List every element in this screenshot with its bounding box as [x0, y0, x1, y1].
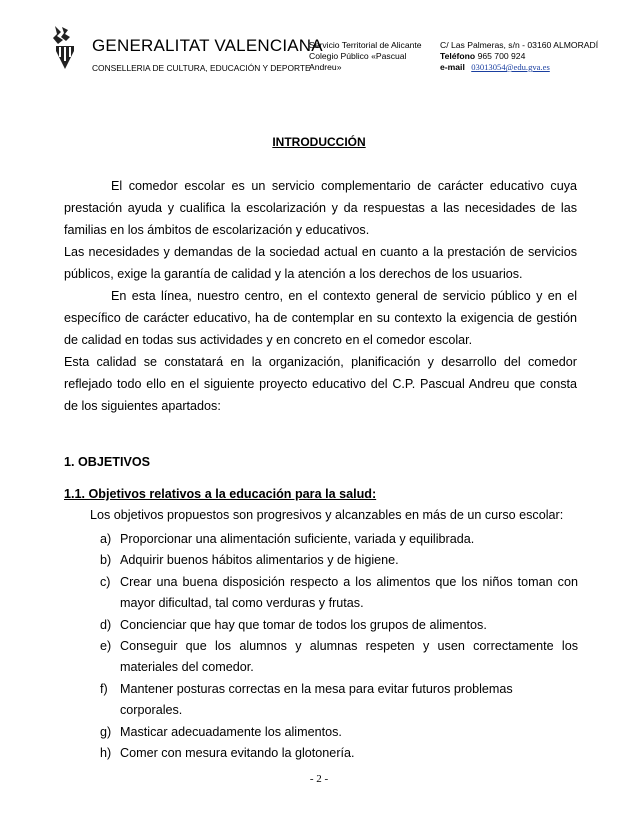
intro-line: de calidad en todas sus actividades y en concreto en el comedor escolar. — [64, 333, 473, 347]
email-link[interactable]: 03013054@edu.gva.es — [471, 62, 550, 72]
list-text: Concienciar que hay que tomar de todos los grupos de alimentos. — [120, 617, 487, 632]
list-text: Crear una buena disposición respecto a los alimentos que los niños toman con — [120, 574, 578, 589]
list-marker: h) — [100, 746, 112, 761]
list-text: Comer con mesura evitando la glotonería. — [120, 746, 355, 761]
intro-line: específico de carácter educativo, ha de contemplar en su contexto la exigencia de gestión — [64, 311, 577, 325]
list-text-continuation: mayor dificultad, tal como verduras y frutas. — [120, 596, 364, 611]
list-text: Mantener posturas correctas en la mesa para evitar futuros problemas corporales. — [120, 681, 513, 718]
org-subtitle: CONSELLERIA DE CULTURA, EDUCACIÓN Y DEPORTE — [92, 63, 311, 73]
service-info — [309, 40, 429, 73]
intro-line: El comedor escolar es un servicio complementario de carácter educativo cuya — [111, 179, 577, 193]
intro-line: familias en los ámbitos de escolarización y educativos. — [64, 223, 370, 237]
phone-value: 965 700 924 — [477, 51, 526, 61]
contact-info — [440, 40, 598, 73]
list-marker: e) — [100, 639, 112, 654]
list-item — [100, 615, 578, 636]
list-text: Proporcionar una alimentación suficiente, variada y equilibrada. — [120, 532, 475, 546]
intro-line: En esta línea, nuestro centro, en el contexto general de servicio público y en el — [111, 289, 577, 303]
address: C/ Las Palmeras, s/n - 03160 ALMORADÍ — [440, 40, 599, 50]
list-item — [100, 722, 578, 743]
list-item — [100, 550, 578, 571]
intro-line: Esta calidad se constatará en la organización, planificación y desarrollo del comedor — [64, 355, 577, 369]
list-marker: d) — [100, 617, 112, 632]
list-item — [100, 636, 578, 657]
intro-line: de los siguientes apartados: — [64, 399, 221, 413]
list-text-continuation: materiales del comedor. — [120, 660, 254, 675]
org-name: GENERALITAT VALENCIANA — [92, 36, 323, 55]
list-text: Conseguir que los alumnos y alumnas respeten y usen correctamente los — [120, 639, 578, 654]
generalitat-logo-icon — [52, 24, 78, 74]
email-row — [440, 62, 598, 73]
list-marker: b) — [100, 553, 112, 568]
list-item — [100, 679, 578, 722]
list-item — [100, 743, 578, 764]
subsection-title: 1.1. Objetivos relativos a la educación para la salud: — [64, 487, 377, 501]
phone-label: Teléfono — [440, 51, 476, 61]
intro-line: reflejado todo ello en el siguiente proyecto educativo del C.P. Pascual Andreu que consta — [64, 377, 577, 391]
email-label: e-mail — [440, 62, 465, 72]
page-number: - 2 - — [309, 773, 329, 785]
objectives-lead: Los objetivos propuestos son progresivos y alcanzables en más de un curso escolar: — [90, 508, 564, 522]
service-line: Servicio Territorial de Alicante — [309, 40, 422, 50]
intro-line: Las necesidades y demandas de la sociedad actual en cuanto a la prestación de servicios — [64, 245, 577, 259]
list-text: Masticar adecuadamente los alimentos. — [120, 724, 342, 739]
list-marker: g) — [100, 724, 112, 739]
list-item — [100, 572, 578, 593]
section-title: 1. OBJETIVOS — [64, 455, 151, 469]
introduction-text — [64, 175, 577, 417]
list-text: Adquirir buenos hábitos alimentarios y de higiene. — [120, 553, 399, 568]
intro-line: públicos, exige la garantía de calidad y la atención a los derechos de los usuarios. — [64, 267, 523, 281]
list-item — [100, 529, 578, 550]
objectives-list — [100, 529, 578, 764]
phone-row — [440, 51, 598, 62]
service-line: Andreu» — [309, 62, 342, 72]
list-marker: f) — [100, 681, 108, 696]
list-marker: a) — [100, 532, 112, 546]
intro-line: prestación ayuda y cualifica la escolarización y da respuestas a las necesidades de las — [64, 201, 577, 215]
page-title: INTRODUCCIÓN — [272, 135, 366, 149]
list-marker: c) — [100, 574, 111, 589]
service-line: Colegio Público «Pascual — [309, 51, 407, 61]
